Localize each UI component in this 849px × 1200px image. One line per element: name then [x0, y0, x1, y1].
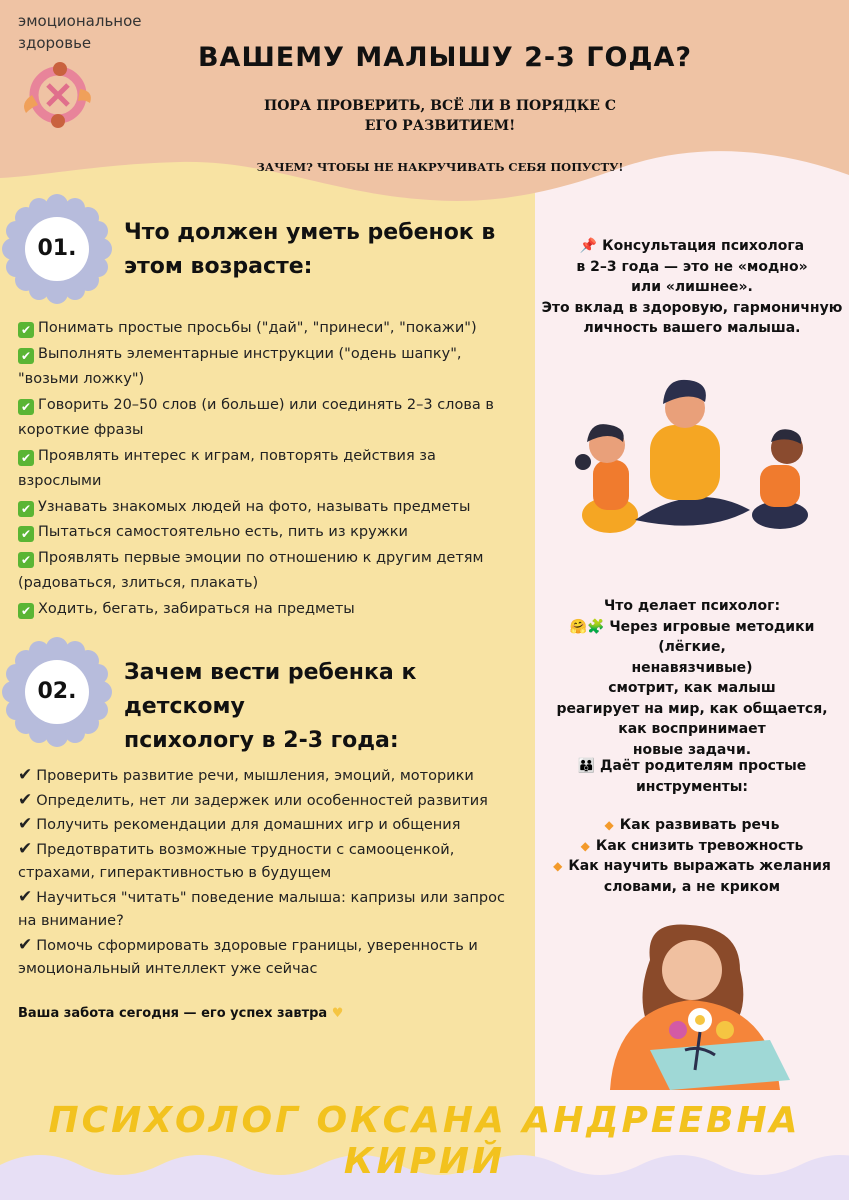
tool-3-line-2: словами, а не криком	[603, 878, 781, 895]
list-item-text: Предотвратить возможные трудности с самооценкой, страхами, гиперактивностью в будущем	[18, 841, 455, 881]
section-2-number: 02.	[37, 679, 77, 704]
consult-line-2: в 2–3 года — это не «модно»	[576, 258, 808, 275]
list-item	[18, 546, 523, 597]
does-line-4: реагирует на мир, как общается,	[556, 700, 828, 717]
tool-3-line-1: Как научить выражать желания	[568, 858, 831, 874]
motto	[18, 1006, 343, 1021]
woman-with-flowers-illustration	[590, 920, 800, 1090]
list-item-text: Получить рекомендации для домашних игр и общения	[36, 817, 461, 833]
list-item	[18, 393, 523, 444]
section-1-number: 01.	[37, 236, 77, 261]
section-1-title-line-2: этом возрасте:	[124, 254, 313, 279]
check-box-icon: ✔	[18, 399, 34, 415]
motto-text: Ваша забота сегодня — его успех завтра	[18, 1006, 328, 1021]
consult-line-3: или «лишнее».	[631, 279, 753, 295]
section-1-title	[124, 216, 524, 284]
page-subtitle	[200, 96, 680, 136]
section-2-title-line-2: психологу в 2-3 года:	[124, 728, 399, 753]
list-item-text: Проявлять первые эмоции по отношению к другим детям (радоваться, злиться, плакать)	[18, 549, 484, 591]
parent-icon: 👪	[577, 758, 596, 774]
psychologist-with-children-illustration	[565, 370, 815, 540]
section-1-badge	[2, 194, 112, 304]
list-item	[18, 886, 523, 934]
check-mark-icon: ✔	[18, 934, 33, 955]
emoji-icons: 🤗🧩	[569, 618, 605, 635]
consult-line-4: Это вклад в здоровую, гармоничную	[541, 299, 843, 316]
tool-1: Как развивать речь	[619, 817, 780, 833]
page-title: ВАШЕМУ МАЛЫШУ 2-3 ГОДА?	[197, 42, 693, 73]
reasons-list	[18, 764, 523, 982]
consultation-block	[540, 236, 844, 339]
consult-line-5: личность вашего малыша.	[583, 320, 801, 336]
brand-name	[18, 10, 168, 54]
does-line-1: Через игровые методики (лёгкие,	[609, 618, 815, 655]
section-1-title-line-1: Что должен уметь ребенок в	[124, 220, 496, 245]
list-item-text: Пытаться самостоятельно есть, пить из кружки	[38, 524, 408, 540]
tagline: ЗАЧЕМ? ЧТОБЫ НЕ НАКРУЧИВАТЬ СЕБЯ ПОПУСТУ!	[256, 160, 624, 174]
section-2-title-line-1: Зачем вести ребенка к детскому	[124, 660, 417, 719]
list-item	[18, 789, 523, 814]
tool-2: Как снизить тревожность	[595, 837, 804, 854]
check-box-icon: ✔	[18, 450, 34, 466]
list-item	[18, 838, 523, 886]
consult-line-1: Консультация психолога	[602, 238, 805, 254]
does-line-6: новые задачи.	[632, 741, 752, 758]
check-box-icon: ✔	[18, 526, 34, 542]
section-2-badge	[2, 637, 112, 747]
list-item-text: Выполнять элементарные инструкции ("одень шапку", "возьми ложку")	[18, 345, 462, 387]
list-item-text: Помочь сформировать здоровые границы, уверенность и эмоциональный интеллект уже сейчас	[18, 937, 478, 977]
skills-list	[18, 316, 523, 622]
diamond-icon: ◆	[604, 818, 614, 832]
tools-line-1: Даёт родителям простые	[600, 758, 807, 774]
diamond-icon: ◆	[580, 838, 590, 853]
does-line-2: ненавязчивые)	[631, 659, 753, 676]
list-item-text: Проверить развитие речи, мышления, эмоций, моторики	[36, 768, 474, 784]
psychologist-does-block	[540, 596, 844, 760]
list-item-text: Определить, нет ли задержек или особенностей развития	[36, 792, 488, 809]
list-item	[18, 342, 523, 393]
list-item	[18, 934, 523, 982]
brand-logo-icon	[18, 55, 98, 135]
list-item	[18, 597, 523, 623]
list-item-text: Проявлять интерес к играм, повторять действия за взрослыми	[18, 447, 436, 489]
list-item	[18, 813, 523, 838]
does-title: Что делает психолог:	[603, 598, 781, 614]
check-mark-icon: ✔	[18, 765, 33, 785]
brand-line-2: здоровье	[18, 34, 92, 52]
check-box-icon: ✔	[18, 603, 34, 619]
section-2-title	[124, 656, 524, 758]
check-mark-icon: ✔	[18, 838, 33, 859]
heart-icon: ♥	[331, 1006, 344, 1021]
does-line-5: как воспринимает	[618, 721, 766, 737]
list-item	[18, 444, 523, 495]
list-item	[18, 764, 523, 789]
list-item	[18, 316, 523, 342]
tools-list	[540, 815, 844, 897]
tools-block	[540, 756, 844, 797]
pushpin-icon: 📌	[579, 238, 598, 254]
check-mark-icon: ✔	[18, 789, 33, 810]
check-box-icon: ✔	[18, 501, 34, 517]
list-item-text: Узнавать знакомых людей на фото, называть предметы	[38, 498, 471, 515]
check-mark-icon: ✔	[18, 886, 33, 907]
list-item-text: Понимать простые просьбы ("дай", "принеси", "покажи")	[38, 320, 477, 336]
check-box-icon: ✔	[18, 322, 34, 338]
diamond-icon: ◆	[553, 859, 563, 873]
check-box-icon: ✔	[18, 348, 34, 364]
psychologist-name: ПСИХОЛОГ ОКСАНА АНДРЕЕВНА КИРИЙ	[48, 1100, 801, 1182]
list-item	[18, 495, 523, 521]
list-item-text: Научиться "читать" поведение малыша: капризы или запрос на внимание?	[18, 889, 505, 929]
does-line-3: смотрит, как малыш	[608, 680, 776, 696]
subtitle-line-2: ЕГО РАЗВИТИЕМ!	[364, 118, 516, 134]
list-item	[18, 520, 523, 546]
list-item-text: Ходить, бегать, забираться на предметы	[38, 600, 355, 617]
brand-line-1: эмоциональное	[18, 12, 142, 30]
subtitle-line-1: ПОРА ПРОВЕРИТЬ, ВСЁ ЛИ В ПОРЯДКЕ С	[263, 98, 616, 114]
tools-line-2: инструменты:	[635, 778, 749, 795]
check-box-icon: ✔	[18, 552, 34, 568]
check-mark-icon: ✔	[18, 814, 33, 834]
list-item-text: Говорить 20–50 слов (и больше) или соединять 2–3 слова в короткие фразы	[18, 396, 494, 438]
